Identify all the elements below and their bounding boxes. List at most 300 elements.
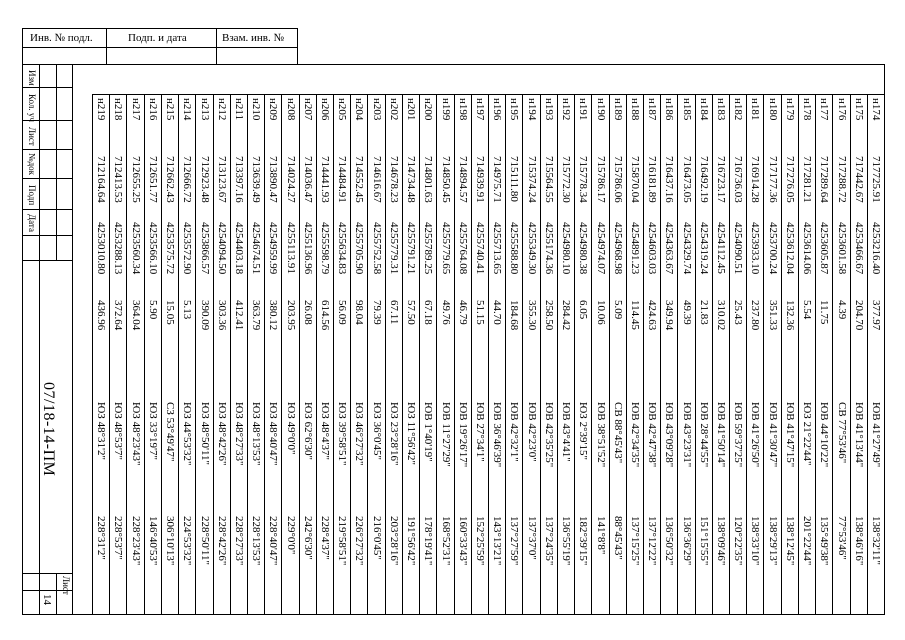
coord-x: 714801.63 — [422, 156, 435, 203]
directional-angle: 178°19'41" — [422, 516, 435, 566]
rhumb-direction: ЮВ 43°23'31" — [680, 402, 693, 468]
directional-angle: 136°55'19" — [560, 516, 573, 566]
rhumb-direction: ЮВ 43°09'28" — [663, 402, 676, 468]
coord-y: 4254090.51 — [732, 222, 745, 275]
table-column-divider — [195, 94, 196, 614]
coord-y: 4253572.90 — [181, 222, 194, 275]
vzam-inv-label: Взам. инв. № — [222, 32, 284, 44]
segment-length: 132.36 — [783, 300, 796, 331]
coord-y: 4254674.51 — [250, 222, 263, 275]
coord-x: 712923.48 — [198, 156, 211, 203]
coord-y: 4255764.08 — [456, 222, 469, 275]
coord-y: 4255136.96 — [301, 222, 314, 275]
point-id: н180 — [766, 98, 779, 121]
segment-length: 11.75 — [818, 300, 831, 325]
rhumb-direction: ЮЗ 48°42'26" — [215, 402, 228, 466]
table-column-divider — [264, 94, 265, 614]
table-column-divider — [505, 94, 506, 614]
directional-angle: 135°49'38" — [818, 516, 831, 566]
table-column-divider — [626, 94, 627, 614]
directional-angle: 242°6'30" — [301, 516, 314, 560]
coord-y: 4255789.25 — [422, 222, 435, 275]
directional-angle: 138°12'45" — [783, 516, 796, 566]
rhumb-direction: ЮВ 44°10'22" — [818, 402, 831, 468]
table-column-divider — [712, 94, 713, 614]
coord-x: 716914.28 — [749, 156, 762, 203]
table-column-divider — [763, 94, 764, 614]
coord-x: 714678.23 — [387, 156, 400, 203]
rhumb-direction: ЮВ 36°46'39" — [491, 402, 504, 468]
coord-x: 714552.45 — [353, 156, 366, 203]
rhumb-direction: ЮЗ 48°50'11" — [198, 402, 211, 466]
coord-x: 717725.91 — [870, 156, 882, 203]
directional-angle: 224°53'32" — [181, 516, 194, 566]
segment-length: 49.39 — [680, 300, 693, 325]
rhumb-direction: ЮВ 59°37'25" — [732, 402, 745, 468]
segment-length: 114.45 — [628, 300, 641, 330]
directional-angle: 137°24'35" — [542, 516, 555, 566]
segment-length: 377.97 — [870, 300, 882, 331]
rhumb-direction: ЮВ 11°27'29" — [439, 402, 452, 467]
table-column-divider — [867, 94, 868, 614]
point-id: н215 — [164, 98, 177, 121]
table-column-divider — [126, 94, 127, 614]
coord-x: 712651.77 — [146, 156, 159, 203]
coord-y: 4254319.24 — [697, 222, 710, 275]
coord-y: 4253614.06 — [801, 222, 814, 275]
coord-y: 4255113.91 — [284, 222, 297, 274]
coord-y: 4254403.18 — [232, 222, 245, 275]
directional-angle: 152°25'59" — [474, 516, 486, 566]
coord-y: 4254603.03 — [646, 222, 659, 275]
segment-length: 98.04 — [353, 300, 366, 325]
coord-y: 4253866.57 — [198, 222, 211, 275]
directional-angle: 137°12'22" — [646, 516, 659, 566]
point-id: н214 — [181, 98, 194, 121]
segment-length: 6.05 — [577, 300, 590, 320]
segment-length: 390.09 — [198, 300, 211, 331]
segment-length: 436.96 — [95, 300, 108, 331]
table-column-divider — [557, 94, 558, 614]
coord-x: 714024.27 — [284, 156, 297, 203]
rhumb-direction: ЮЗ 62°6'30" — [301, 402, 314, 460]
coord-x: 716492.19 — [697, 156, 710, 203]
kol-uch-label: Кол. уч — [27, 94, 37, 122]
directional-angle: 138°32'11" — [870, 516, 882, 565]
coord-y: 4255779.65 — [439, 222, 452, 275]
coord-y: 4253566.10 — [146, 222, 159, 275]
point-id: н206 — [319, 98, 332, 121]
segment-length: 412.41 — [232, 300, 245, 331]
segment-length: 44.70 — [491, 300, 504, 325]
coord-y: 4254329.74 — [680, 222, 693, 275]
point-id: н195 — [508, 98, 521, 121]
segment-length: 355.30 — [525, 300, 538, 331]
sign-date-label: Подп. и дата — [128, 32, 187, 44]
segment-length: 303.36 — [215, 300, 228, 331]
coord-y: 4255752.58 — [370, 222, 383, 275]
point-id: н217 — [129, 98, 142, 121]
table-column-divider — [333, 94, 334, 614]
coord-x: 717289.64 — [818, 156, 831, 203]
rhumb-direction: ЮВ 41°50'14" — [715, 402, 728, 468]
coord-y: 4255740.41 — [474, 222, 486, 275]
table-column-divider — [677, 94, 678, 614]
rhumb-direction: ЮЗ 48°53'7" — [112, 402, 125, 460]
directional-angle: 136°50'32" — [663, 516, 676, 566]
point-id: н187 — [646, 98, 659, 121]
coord-y: 4255174.36 — [542, 222, 555, 275]
directional-angle: 120°22'35" — [732, 516, 745, 566]
table-column-divider — [781, 94, 782, 614]
coord-x: 717177.36 — [766, 156, 779, 203]
sheet-number: 14 — [41, 594, 53, 605]
segment-length: 49.76 — [439, 300, 452, 325]
table-column-divider — [454, 94, 455, 614]
point-id: н192 — [560, 98, 573, 121]
coord-x: 713639.49 — [250, 156, 263, 203]
directional-angle: 138°29'13" — [766, 516, 779, 566]
table-column-divider — [884, 94, 885, 614]
point-id: н219 — [95, 98, 108, 121]
coord-y: 4253010.80 — [95, 222, 108, 275]
segment-length: 203.95 — [284, 300, 297, 331]
point-id: н182 — [732, 98, 745, 121]
point-id: н178 — [801, 98, 814, 121]
coord-y: 4253605.87 — [818, 222, 831, 275]
rhumb-direction: ЮЗ 2°39'15" — [577, 402, 590, 460]
directional-angle: 219°58'51" — [336, 516, 349, 566]
sheet-label: Лист — [61, 576, 71, 595]
coord-x: 716181.89 — [646, 156, 659, 203]
rhumb-direction: ЮВ 41°27'49" — [870, 402, 882, 468]
table-column-divider — [815, 94, 816, 614]
point-id: н213 — [198, 98, 211, 121]
coord-y: 4255791.21 — [405, 222, 418, 275]
segment-length: 67.18 — [422, 300, 435, 325]
directional-angle: 228°42'26" — [215, 516, 228, 566]
directional-angle: 136°36'29" — [680, 516, 693, 566]
coord-x: 713397.16 — [232, 156, 245, 203]
point-id: н204 — [353, 98, 366, 121]
coord-y: 4254974.07 — [594, 222, 607, 275]
directional-angle: 228°40'47" — [267, 516, 280, 566]
directional-angle: 226°27'32" — [353, 516, 366, 566]
point-id: н205 — [336, 98, 349, 121]
coord-y: 4255713.65 — [491, 222, 504, 275]
rhumb-direction: ЮЗ 48°4'37" — [319, 402, 332, 460]
point-id: н209 — [267, 98, 280, 121]
directional-angle: 141°8'8" — [594, 516, 607, 555]
directional-angle: 228°53'7" — [112, 516, 125, 560]
table-column-divider — [213, 94, 214, 614]
point-id: н199 — [439, 98, 452, 121]
point-id: н193 — [542, 98, 555, 121]
directional-angle: 138°46'16" — [852, 516, 865, 566]
rhumb-direction: СВ 88°45'43" — [611, 402, 624, 464]
segment-length: 5.54 — [801, 300, 814, 320]
coord-y: 4254968.98 — [611, 222, 624, 275]
coord-x: 714036.47 — [301, 156, 314, 203]
coord-x: 714894.57 — [456, 156, 469, 203]
coord-y: 4253288.13 — [112, 222, 125, 275]
point-id: н208 — [284, 98, 297, 121]
coord-x: 714734.48 — [405, 156, 418, 203]
point-id: н188 — [628, 98, 641, 121]
table-column-divider — [161, 94, 162, 614]
table-column-divider — [419, 94, 420, 614]
point-id: н207 — [301, 98, 314, 121]
coord-y: 4253700.24 — [766, 222, 779, 275]
directional-angle: 146°40'53" — [146, 516, 159, 566]
segment-length: 310.02 — [715, 300, 728, 331]
coord-y: 4255779.31 — [387, 222, 400, 275]
coord-y: 4254959.99 — [267, 222, 280, 275]
coord-x: 717288.72 — [835, 156, 848, 203]
directional-angle: 228°31'2" — [95, 516, 108, 560]
directional-angle: 137°37'0" — [525, 516, 538, 560]
table-column-divider — [850, 94, 851, 614]
table-column-divider — [281, 94, 282, 614]
table-column-divider — [367, 94, 368, 614]
rhumb-direction: ЮЗ 48°40'47" — [267, 402, 280, 466]
table-column-divider — [832, 94, 833, 614]
coord-x: 715778.34 — [577, 156, 590, 203]
coord-x: 715786.06 — [611, 156, 624, 203]
point-id: н211 — [232, 98, 245, 120]
table-column-divider — [660, 94, 661, 614]
segment-length: 67.11 — [387, 300, 400, 325]
coord-y: 4253216.40 — [870, 222, 882, 275]
table-column-divider — [488, 94, 489, 614]
table-column-divider — [591, 94, 592, 614]
rhumb-direction: ЮЗ 48°31'2" — [95, 402, 108, 460]
point-id: н197 — [474, 98, 486, 121]
directional-angle: 168°52'31" — [439, 516, 452, 566]
coord-x: 712164.64 — [95, 156, 108, 203]
coord-x: 712655.25 — [129, 156, 142, 203]
segment-length: 10.06 — [594, 300, 607, 325]
rhumb-direction: ЮЗ 36°0'45" — [370, 402, 383, 460]
coord-y: 4255598.79 — [319, 222, 332, 275]
table-column-divider — [798, 94, 799, 614]
list-label: Лист — [27, 127, 37, 146]
rhumb-direction: ЮВ 41°47'15" — [783, 402, 796, 468]
coord-y: 4254980.38 — [577, 222, 590, 275]
table-column-divider — [144, 94, 145, 614]
segment-length: 4.39 — [835, 300, 848, 320]
coord-x: 714939.91 — [474, 156, 486, 203]
coord-x: 714975.71 — [491, 156, 504, 203]
coord-y: 4254094.50 — [215, 222, 228, 275]
ndok-label: №док — [27, 153, 37, 176]
coord-y: 4255349.30 — [525, 222, 538, 275]
coord-x: 714850.45 — [439, 156, 452, 203]
segment-length: 258.50 — [542, 300, 555, 331]
point-id: н200 — [422, 98, 435, 121]
coord-x: 715111.80 — [508, 156, 521, 202]
rhumb-direction: ЮЗ 46°27'32" — [353, 402, 366, 466]
coord-x: 714441.93 — [319, 156, 332, 203]
coord-x: 716473.05 — [680, 156, 693, 203]
rhumb-direction: ЮВ 42°32'1" — [508, 402, 521, 462]
coord-y: 4255634.83 — [336, 222, 349, 275]
rhumb-direction: ЮВ 42°23'0" — [525, 402, 538, 462]
coord-x: 715772.30 — [560, 156, 573, 203]
directional-angle: 138°33'10" — [749, 516, 762, 566]
point-id: н174 — [870, 98, 882, 121]
table-column-divider — [92, 94, 93, 614]
table-column-divider — [402, 94, 403, 614]
table-column-divider — [178, 94, 179, 614]
table-column-divider — [695, 94, 696, 614]
rhumb-direction: ЮЗ 33°19'7" — [146, 402, 159, 460]
rhumb-direction: ЮВ 41°13'44" — [852, 402, 865, 468]
coord-y: 4254363.67 — [663, 222, 676, 275]
point-id: н181 — [749, 98, 762, 121]
segment-length: 364.04 — [129, 300, 142, 331]
coord-x: 714484.91 — [336, 156, 349, 203]
coord-x: 715870.04 — [628, 156, 641, 203]
segment-length: 5.13 — [181, 300, 194, 320]
rhumb-direction: ЮЗ 23°28'16" — [387, 402, 400, 466]
point-id: н189 — [611, 98, 624, 121]
point-id: н184 — [697, 98, 710, 121]
point-id: н175 — [852, 98, 865, 121]
directional-angle: 138°09'46" — [715, 516, 728, 566]
rhumb-direction: ЮВ 42°47'38" — [646, 402, 659, 468]
coord-y: 4253560.34 — [129, 222, 142, 275]
table-column-divider — [299, 94, 300, 614]
coord-y: 4255588.80 — [508, 222, 521, 275]
coord-x: 716437.16 — [663, 156, 676, 203]
table-top-border — [92, 94, 884, 95]
directional-angle: 203°28'16" — [387, 516, 400, 566]
coord-y: 4253601.58 — [835, 222, 848, 275]
segment-length: 372.64 — [112, 300, 125, 331]
rhumb-direction: ЮЗ 39°58'51" — [336, 402, 349, 466]
segment-length: 26.08 — [301, 300, 314, 325]
coord-x: 712662.43 — [164, 156, 177, 203]
rhumb-direction: ЮВ 27°34'1" — [474, 402, 486, 462]
rhumb-direction: ЮЗ 49°0'0" — [284, 402, 297, 455]
coord-y: 4253575.72 — [164, 222, 177, 275]
rhumb-direction: ЮЗ 11°56'42" — [405, 402, 418, 466]
segment-length: 51.15 — [474, 300, 486, 325]
segment-length: 614.56 — [319, 300, 332, 331]
document-code: 07/18-14-ПМ — [40, 382, 57, 477]
data-label: Дата — [27, 214, 37, 232]
rhumb-direction: ЮЗ 48°27'33" — [232, 402, 245, 466]
segment-length: 204.70 — [852, 300, 865, 331]
table-column-divider — [729, 94, 730, 614]
point-id: н186 — [663, 98, 676, 121]
rhumb-direction: ЮЗ 44°53'32" — [181, 402, 194, 466]
point-id: н194 — [525, 98, 538, 121]
segment-length: 349.94 — [663, 300, 676, 331]
table-column-divider — [471, 94, 472, 614]
table-column-divider — [540, 94, 541, 614]
directional-angle: 228°50'11" — [198, 516, 211, 565]
segment-length: 237.80 — [749, 300, 762, 331]
point-id: н212 — [215, 98, 228, 121]
coord-x: 712413.53 — [112, 156, 125, 203]
rhumb-direction: ЮВ 41°30'47" — [766, 402, 779, 468]
coord-x: 717442.67 — [852, 156, 865, 203]
table-column-divider — [746, 94, 747, 614]
point-id: н191 — [577, 98, 590, 121]
coord-y: 4255705.90 — [353, 222, 366, 275]
rhumb-direction: ЮВ 43°4'41" — [560, 402, 573, 462]
segment-length: 15.05 — [164, 300, 177, 325]
segment-length: 56.09 — [336, 300, 349, 325]
table-column-divider — [247, 94, 248, 614]
coord-y: 4253466.67 — [852, 222, 865, 275]
directional-angle: 88°45'43" — [611, 516, 624, 560]
directional-angle: 229°0'0" — [284, 516, 297, 555]
point-id: н218 — [112, 98, 125, 121]
segment-length: 284.42 — [560, 300, 573, 331]
point-id: н179 — [783, 98, 796, 121]
directional-angle: 228°13'53" — [250, 516, 263, 566]
rhumb-direction: ЮЗ 48°13'53" — [250, 402, 263, 466]
coord-x: 713890.47 — [267, 156, 280, 203]
point-id: н202 — [387, 98, 400, 121]
coord-x: 715786.17 — [594, 156, 607, 203]
table-column-divider — [385, 94, 386, 614]
point-id: н198 — [456, 98, 469, 121]
segment-length: 363.79 — [250, 300, 263, 331]
coord-y: 4254112.45 — [715, 222, 728, 274]
rhumb-direction: ЮВ 19°26'17" — [456, 402, 469, 468]
rhumb-direction: ЮВ 41°26'50" — [749, 402, 762, 468]
segment-length: 79.39 — [370, 300, 383, 325]
coord-x: 717281.21 — [801, 156, 814, 203]
directional-angle: 151°15'55" — [697, 516, 710, 566]
table-column-divider — [574, 94, 575, 614]
segment-length: 57.50 — [405, 300, 418, 325]
segment-length: 5.09 — [611, 300, 624, 320]
directional-angle: 306°10'13" — [164, 516, 177, 566]
podp-label: Подп — [27, 185, 37, 206]
point-id: н177 — [818, 98, 831, 121]
coord-x: 716736.03 — [732, 156, 745, 203]
segment-length: 46.79 — [456, 300, 469, 325]
directional-angle: 160°33'43" — [456, 516, 469, 566]
coord-x: 715374.24 — [525, 156, 538, 203]
point-id: н216 — [146, 98, 159, 121]
directional-angle: 216°0'45" — [370, 516, 383, 560]
directional-angle: 137°27'59" — [508, 516, 521, 566]
rhumb-direction: ЮВ 42°35'25" — [542, 402, 555, 468]
segment-length: 380.12 — [267, 300, 280, 331]
inv-no-label: Инв. № подл. — [30, 32, 93, 44]
point-id: н203 — [370, 98, 383, 121]
rhumb-direction: СВ 77°53'46" — [835, 402, 848, 464]
rhumb-direction: ЮВ 28°44'55" — [697, 402, 710, 468]
segment-length: 184.68 — [508, 300, 521, 331]
segment-length: 424.63 — [646, 300, 659, 331]
directional-angle: 228°4'37" — [319, 516, 332, 560]
table-column-divider — [609, 94, 610, 614]
table-column-divider — [316, 94, 317, 614]
segment-length: 5.90 — [146, 300, 159, 320]
directional-angle: 201°22'44" — [801, 516, 814, 566]
rhumb-direction: ЮВ 1°40'19" — [422, 402, 435, 462]
rhumb-direction: ЮЗ 21°22'44" — [801, 402, 814, 466]
point-id: н201 — [405, 98, 418, 121]
directional-angle: 228°27'33" — [232, 516, 245, 566]
